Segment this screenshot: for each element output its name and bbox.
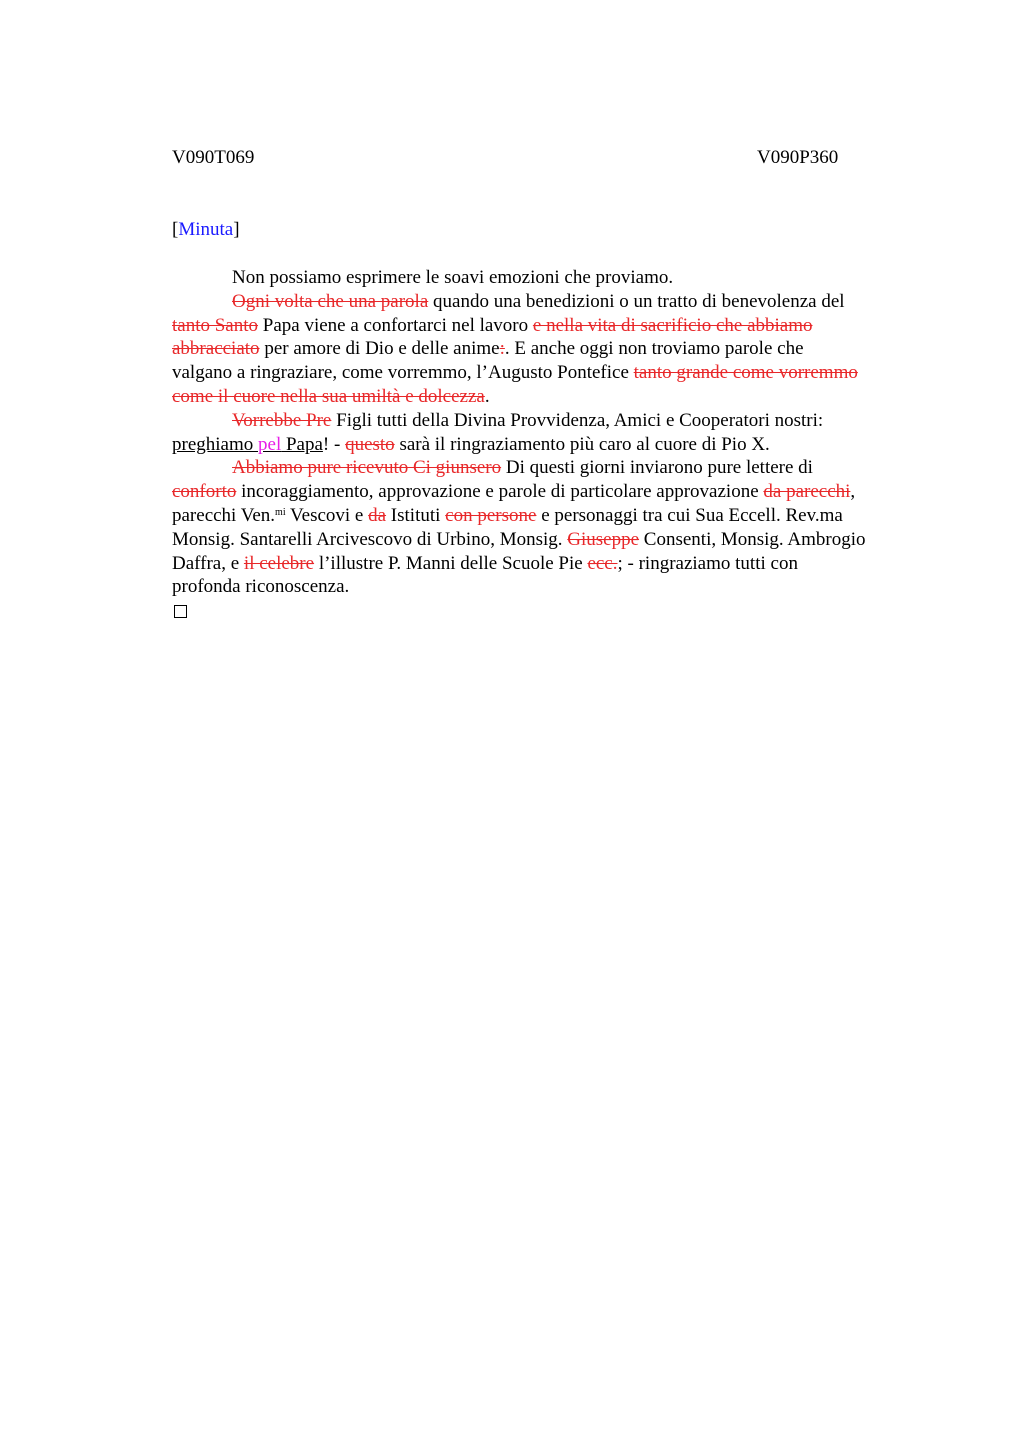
- body-text: l’illustre P. Manni delle Scuole Pie: [314, 552, 588, 574]
- body-text: . E anche oggi non troviamo parole che: [504, 338, 804, 360]
- body-text: Consenti, Monsig. Ambrogio: [639, 528, 866, 550]
- paragraph-4-line-5: [172, 552, 932, 576]
- p1-text: Non possiamo esprimere le soavi emozioni che proviamo.: [232, 267, 674, 288]
- body-text: .: [484, 385, 490, 407]
- body-text: sarà il ringraziamento più caro al cuore di Pio X.: [394, 433, 770, 455]
- body-text: per amore di Dio e delle anime: [259, 338, 500, 360]
- deleted-text: il celebre: [243, 552, 315, 574]
- minuta-word: Minuta: [178, 219, 234, 240]
- body-text: quando una benedizioni o un tratto di benevolenza del: [428, 290, 845, 312]
- bracket-open: [: [172, 219, 179, 240]
- body-text: Di questi giorni inviarono pure lettere di: [501, 457, 813, 479]
- body-text: Monsig. Santarelli Arcivescovo di Urbino, Monsig.: [172, 528, 568, 550]
- deleted-text: :: [499, 338, 505, 360]
- deleted-text: conforto: [172, 481, 237, 503]
- deleted-text: e nella vita di sacrificio che abbiamo: [532, 314, 813, 336]
- deleted-text: con persone: [445, 504, 537, 526]
- paragraph-2-line-1: [172, 290, 932, 314]
- paragraph-2-line-3: [172, 337, 932, 361]
- body-text: parecchi Ven.: [172, 504, 276, 526]
- end-marker-box-icon: [174, 605, 187, 618]
- paragraph-4-line-4: [172, 528, 932, 552]
- body-text: profonda riconoscenza.: [172, 576, 350, 598]
- deleted-text: questo: [345, 433, 395, 455]
- paragraph-1: [172, 266, 932, 290]
- underlined-word: preghiamo: [172, 433, 259, 455]
- bracket-close: ]: [233, 219, 240, 240]
- superscript-text: mi: [275, 506, 286, 518]
- body-text: Daffra, e: [172, 552, 244, 574]
- deleted-text: da parecchi: [763, 481, 851, 503]
- body-text: ; - ringraziamo tutti con: [617, 552, 798, 574]
- paragraph-4-line-3: [172, 504, 932, 528]
- body-text: incoraggiamento, approvazione e parole di particolare approvazione: [236, 481, 764, 503]
- deleted-text: Abbiamo pure ricevuto Ci giunsero: [232, 457, 502, 479]
- body-text: Figli tutti della Divina Provvidenza, Amici e Cooperatori nostri:: [331, 409, 824, 431]
- paragraph-3-line-2: [172, 433, 932, 457]
- deleted-text: abbracciato: [172, 338, 260, 360]
- body-text: ! -: [322, 433, 346, 455]
- inserted-text: pel: [258, 433, 282, 455]
- underlined-word: Papa: [281, 433, 323, 455]
- deleted-text: Giuseppe: [567, 528, 640, 550]
- body-text: e personaggi tra cui Sua Eccell. Rev.ma: [536, 504, 843, 526]
- paragraph-2-line-5: [172, 385, 932, 409]
- deleted-text: Vorrebbe Pre: [232, 409, 332, 431]
- paragraph-2-line-4: [172, 361, 932, 385]
- paragraph-4-line-6: [172, 575, 932, 599]
- body-text: Istituti: [386, 504, 446, 526]
- document-code-right: V090P360: [757, 147, 839, 168]
- deleted-text: tanto grande come vorremmo: [633, 362, 858, 384]
- paragraph-4-line-1: [172, 456, 932, 480]
- paragraph-4-line-2: [172, 480, 932, 504]
- body-text: Papa viene a confortarci nel lavoro: [258, 314, 533, 336]
- deleted-text: come il cuore nella sua umiltà e dolcezza: [172, 385, 485, 407]
- minuta-label: [172, 218, 240, 242]
- document-code-left: V090T069: [172, 147, 255, 168]
- deleted-text: tanto Santo: [172, 314, 259, 336]
- body-text: valgano a ringraziare, come vorremmo, l’Augusto Pontefice: [172, 362, 634, 384]
- body-text: ,: [850, 481, 856, 503]
- deleted-text: Ogni volta che una parola: [232, 290, 429, 312]
- deleted-text: da: [368, 504, 387, 526]
- letter-body: [172, 266, 932, 618]
- body-text: Vescovi e: [285, 504, 369, 526]
- paragraph-3-line-1: [172, 409, 932, 433]
- underlined-text: [172, 434, 323, 455]
- deleted-text: ecc.: [587, 552, 618, 574]
- paragraph-2-line-2: [172, 314, 932, 338]
